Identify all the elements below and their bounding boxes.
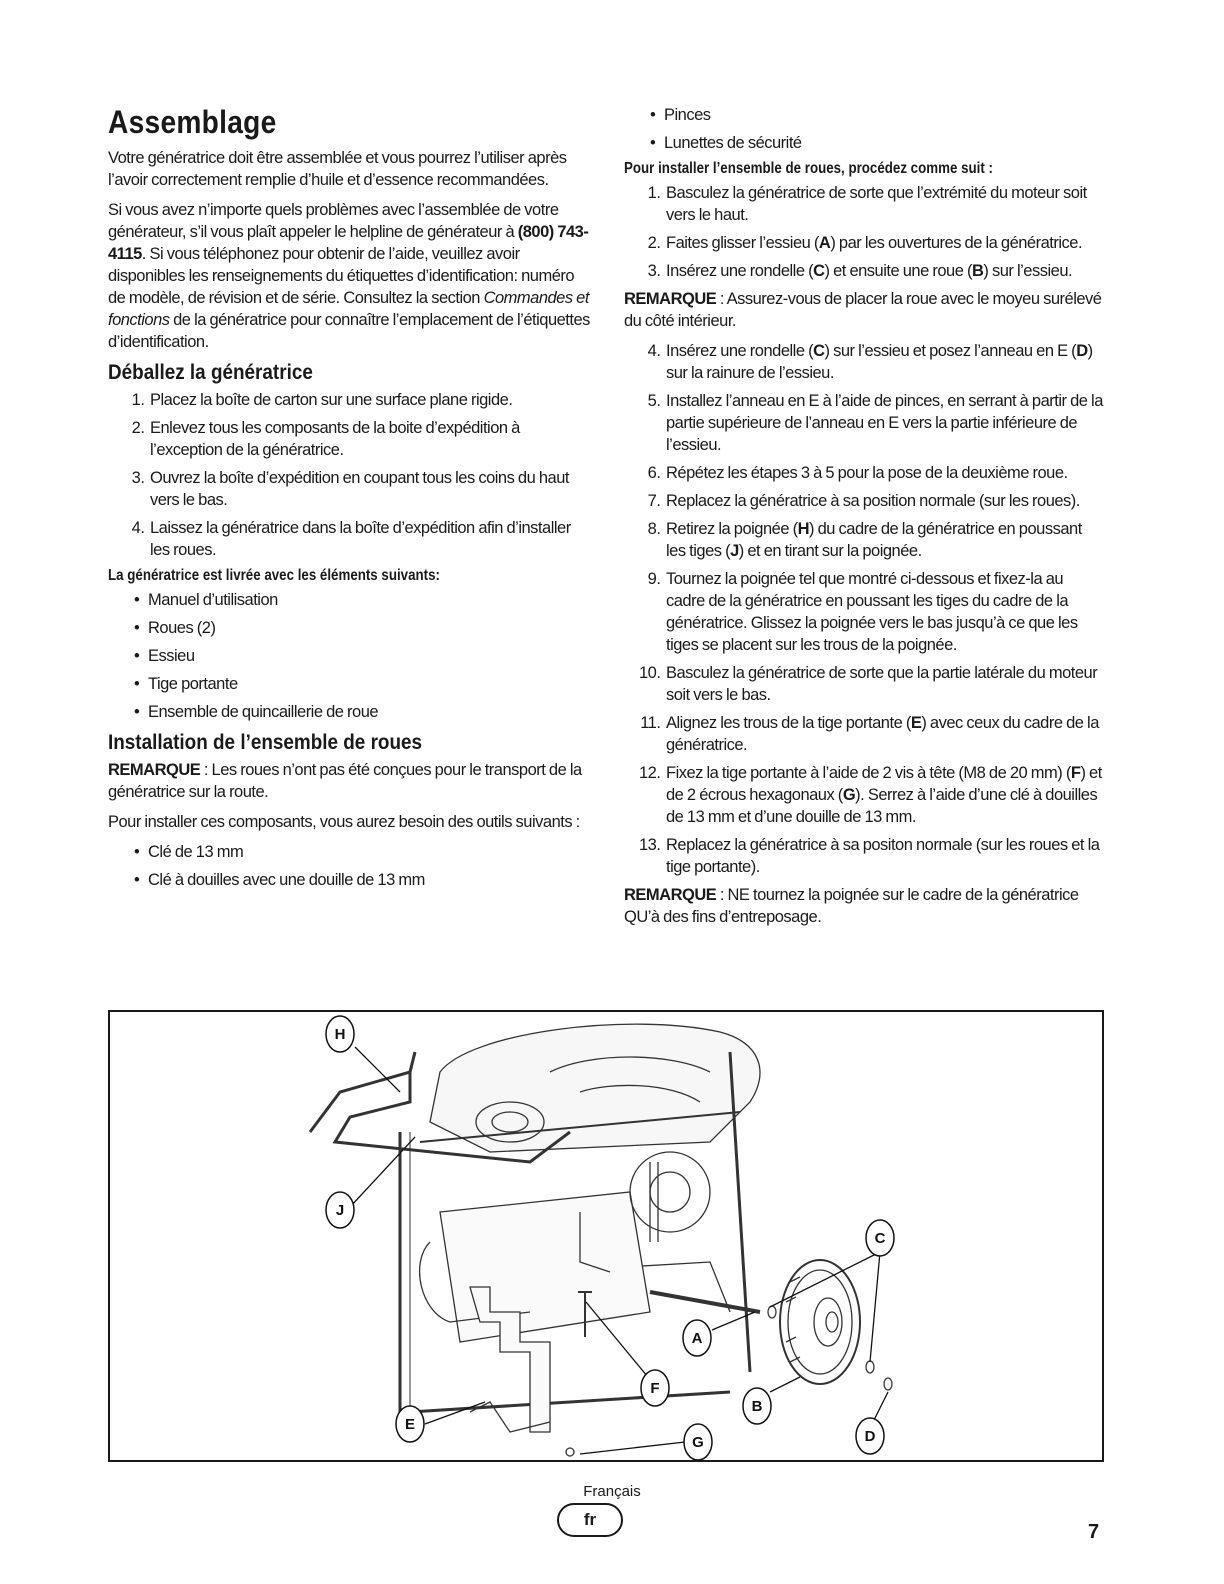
- tools-list: [108, 841, 590, 891]
- contents-heading: La génératrice est livrée avec les éléments suivants:: [108, 567, 440, 584]
- procedure-steps-b: [624, 340, 1104, 878]
- callout-h: H: [334, 1026, 346, 1043]
- helpline-phone: (800) 743-4115: [108, 223, 589, 263]
- tools-list-continued: [624, 104, 1104, 154]
- list-item: • Ensemble de quincaillerie de roue: [148, 701, 590, 723]
- list-item: • Tige portante: [148, 673, 590, 695]
- callout-d: D: [864, 1428, 876, 1445]
- list-item: 13. Replacez la génératrice à sa positon normale (sur les roues et la tige portante).: [664, 834, 1104, 878]
- list-item: 10. Basculez la génératrice de sorte que la partie latérale du moteur soit vers le bas.: [664, 662, 1104, 706]
- list-item: 2. Faites glisser l’essieu (A) par les ouvertures de la génératrice.: [664, 232, 1104, 254]
- list-item: 12. Fixez la tige portante à l’aide de 2 vis à tête (M8 de 20 mm) (F) et de 2 écrous hexagonaux (G). Serrez à l’aide d’une clé à douilles de 13 mm et d’une douille de 13 mm.: [664, 762, 1104, 828]
- list-item: • Roues (2): [148, 617, 590, 639]
- intro-paragraph: Votre génératrice doit être assemblée et vous pourrez l’utiliser après l’avoir correctement remplie d’huile et d’essence recommandées.: [108, 149, 567, 189]
- list-item: • Essieu: [148, 645, 590, 667]
- callout-b: B: [751, 1398, 763, 1415]
- list-item: 1. Placez la boîte de carton sur une surface plane rigide.: [148, 389, 590, 411]
- list-item: 1. Basculez la génératrice de sorte que l’extrémité du moteur soit vers le haut.: [664, 182, 1104, 226]
- list-item: • Lunettes de sécurité: [664, 132, 1104, 154]
- page-title: Assemblage: [108, 104, 277, 140]
- footer-language: Français: [583, 1483, 641, 1500]
- note-label: REMARQUE: [624, 886, 717, 904]
- left-column: [108, 100, 590, 897]
- list-item: 3. Insérez une rondelle (C) et ensuite une roue (B) sur l’essieu.: [664, 260, 1104, 282]
- list-item: 2. Enlevez tous les composants de la boite d’expédition à l’exception de la génératrice.: [148, 417, 590, 461]
- list-item: • Clé de 13 mm: [148, 841, 590, 863]
- list-item: 4. Insérez une rondelle (C) sur l’essieu et posez l’anneau en E (D) sur la rainure de l’essieu.: [664, 340, 1104, 384]
- list-item: 6. Répétez les étapes 3 à 5 pour la pose de la deuxième roue.: [664, 462, 1104, 484]
- callout-c: C: [874, 1230, 886, 1247]
- list-item: 9. Tournez la poignée tel que montré ci-dessous et fixez-la au cadre de la génératrice en poussant les tiges du cadre de la génératrice. Glissez la poignée vers le bas jusqu’à ce que les tiges se placent sur les trous de la poignée.: [664, 568, 1104, 656]
- callout-e: E: [404, 1416, 416, 1433]
- section-reference: Commandes et fonctions: [108, 289, 589, 329]
- list-item: 11. Alignez les trous de la tige portante (E) avec ceux du cadre de la génératrice.: [664, 712, 1104, 756]
- assembly-figure: [108, 1010, 1104, 1462]
- list-item: • Manuel d’utilisation: [148, 589, 590, 611]
- wheel-note: REMARQUE : Assurez-vous de placer la roue avec le moyeu surélevé du côté intérieur.: [624, 290, 1102, 330]
- helpline-paragraph: Si vous avez n’importe quels problèmes avec l’assemblée de votre générateur, s’il vous plaît appeler le helpline de générateur à (800) 743-4115. Si vous téléphonez pour obtenir de l’aide, veuillez avoir disponibles les renseignements du étiquettes d’identification: numéro de modèle, de révision et de série. Consultez la section Commandes et fonctions de la génératrice pour connaître l’emplacement de l’étiquettes d’identification.: [108, 201, 590, 351]
- install-heading: Installation de l’ensemble de roues: [108, 731, 423, 754]
- procedure-heading: Pour installer l’ensemble de roues, procédez comme suit :: [624, 160, 993, 177]
- callout-j: J: [335, 1202, 345, 1219]
- storage-note: REMARQUE : NE tournez la poignée sur le cadre de la génératrice QU’à des fins d’entreposage.: [624, 886, 1079, 926]
- callout-f: F: [650, 1380, 660, 1397]
- callout-a: A: [691, 1330, 703, 1347]
- install-note: REMARQUE : Les roues n’ont pas été conçues pour le transport de la génératrice sur la route.: [108, 761, 582, 801]
- tools-intro: Pour installer ces composants, vous aurez besoin des outils suivants :: [108, 813, 580, 831]
- unpack-heading: Déballez la génératrice: [108, 361, 313, 384]
- procedure-steps-a: [624, 182, 1104, 282]
- note-label: REMARQUE: [624, 290, 717, 308]
- list-item: 8. Retirez la poignée (H) du cadre de la génératrice en poussant les tiges (J) et en tirant sur la poignée.: [664, 518, 1104, 562]
- list-item: • Clé à douilles avec une douille de 13 mm: [148, 869, 590, 891]
- list-item: 4. Laissez la génératrice dans la boîte d’expédition afin d’installer les roues.: [148, 517, 590, 561]
- contents-list: [108, 589, 590, 723]
- list-item: 5. Installez l’anneau en E à l’aide de pinces, en serrant à partir de la partie supérieure de l’anneau en E vers la partie inférieure de l’essieu.: [664, 390, 1104, 456]
- generator-illustration: [110, 1012, 1104, 1462]
- right-column: [624, 100, 1104, 936]
- list-item: 3. Ouvrez la boîte d’expédition en coupant tous les coins du haut vers le bas.: [148, 467, 590, 511]
- callout-g: G: [692, 1434, 704, 1451]
- note-label: REMARQUE: [108, 761, 201, 779]
- language-badge: fr: [557, 1503, 623, 1537]
- list-item: • Pinces: [664, 104, 1104, 126]
- page-number: 7: [1088, 1521, 1100, 1543]
- list-item: 7. Replacez la génératrice à sa position normale (sur les roues).: [664, 490, 1104, 512]
- unpack-steps: [108, 389, 590, 561]
